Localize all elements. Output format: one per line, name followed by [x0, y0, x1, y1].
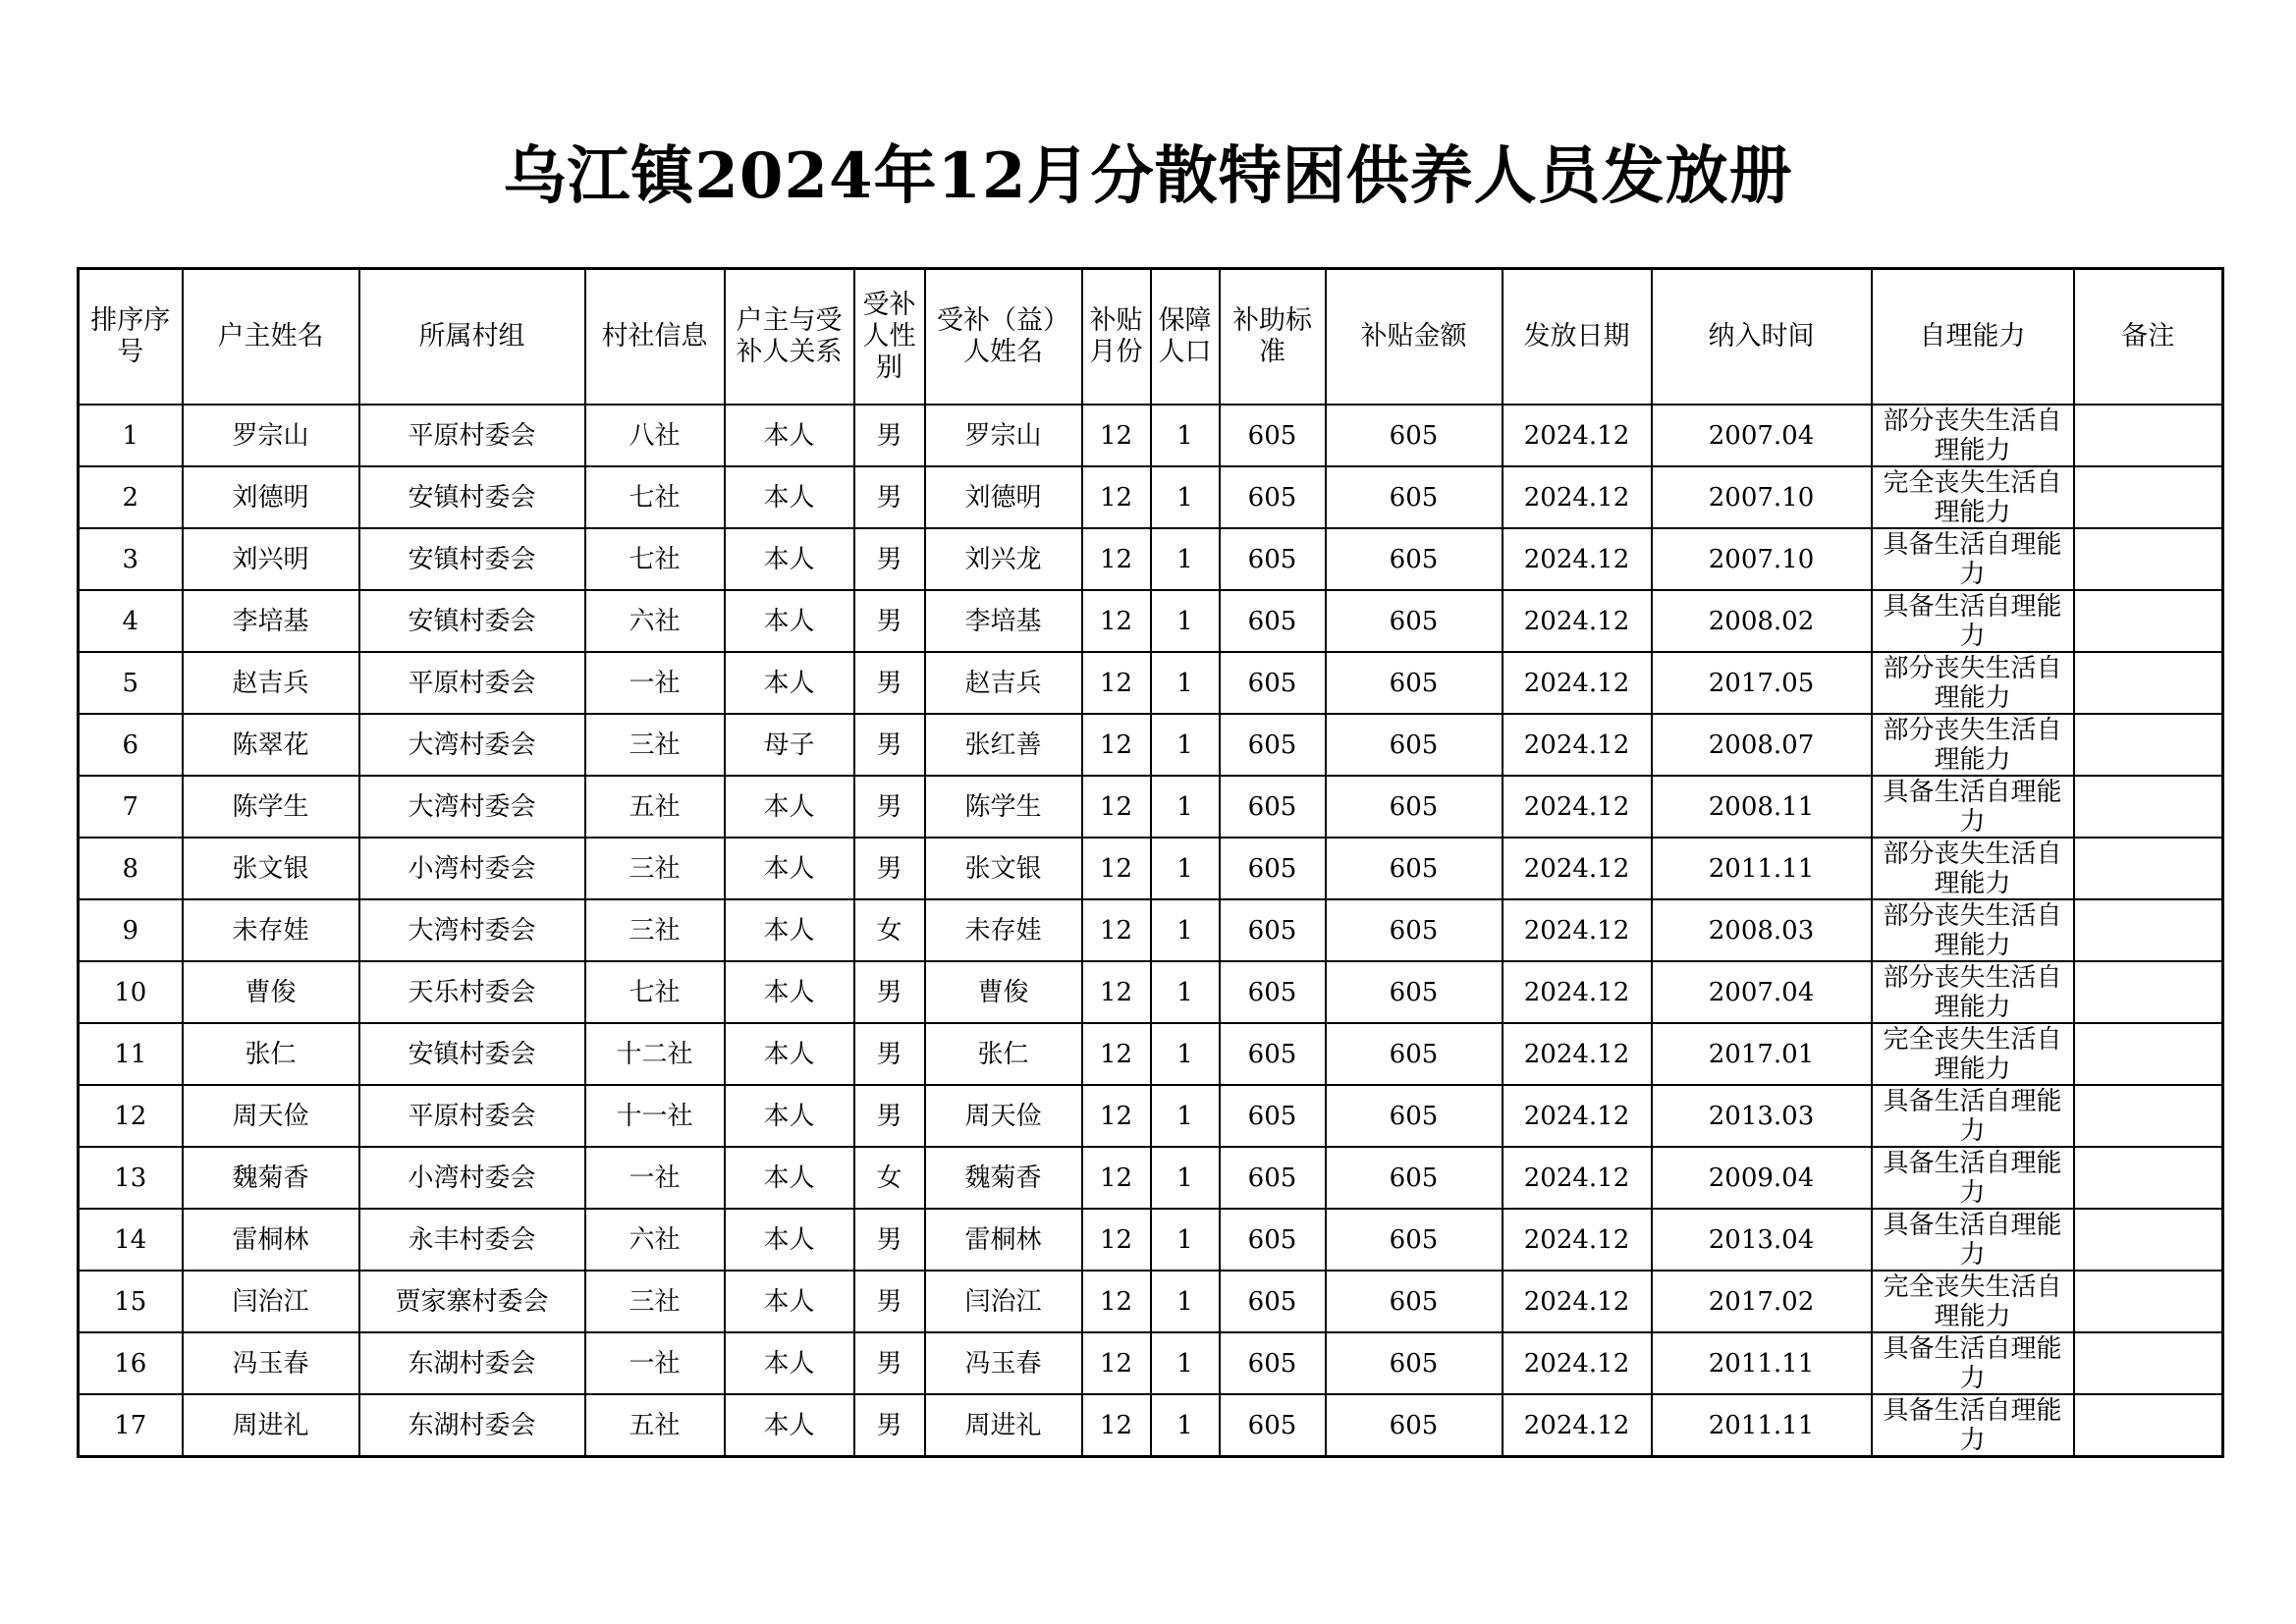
cell-group: 六社: [585, 590, 725, 652]
cell-village: 东湖村委会: [359, 1394, 585, 1457]
cell-pay-date: 2024.12: [1503, 528, 1652, 590]
cell-ability: 具备生活自理能力: [1872, 1085, 2074, 1147]
cell-month: 12: [1082, 528, 1151, 590]
cell-head: 未存娃: [183, 899, 359, 961]
cell-gender: 男: [854, 1394, 925, 1457]
col-header-amount: 补贴金额: [1326, 269, 1503, 406]
cell-amount: 605: [1326, 528, 1503, 590]
cell-gender: 女: [854, 899, 925, 961]
cell-recipient: 周进礼: [925, 1394, 1082, 1457]
cell-amount: 605: [1326, 961, 1503, 1023]
cell-persons: 1: [1151, 1271, 1220, 1332]
cell-standard: 605: [1220, 1147, 1326, 1209]
cell-persons: 1: [1151, 1394, 1220, 1457]
cell-pay-date: 2024.12: [1503, 776, 1652, 838]
cell-join-date: 2008.02: [1652, 590, 1872, 652]
cell-persons: 1: [1151, 899, 1220, 961]
cell-month: 12: [1082, 776, 1151, 838]
col-header-remark: 备注: [2074, 269, 2223, 406]
table-row: [79, 714, 2223, 776]
cell-month: 12: [1082, 1271, 1151, 1332]
cell-no: 13: [79, 1147, 183, 1209]
table-row: [79, 961, 2223, 1023]
col-header-standard: 补助标准: [1220, 269, 1326, 406]
col-header-recipient: 受补（益）人姓名: [925, 269, 1082, 406]
cell-recipient: 刘德明: [925, 466, 1082, 528]
cell-gender: 男: [854, 1332, 925, 1394]
cell-head: 张仁: [183, 1023, 359, 1085]
cell-no: 14: [79, 1209, 183, 1271]
cell-standard: 605: [1220, 1085, 1326, 1147]
cell-no: 3: [79, 528, 183, 590]
cell-no: 4: [79, 590, 183, 652]
cell-amount: 605: [1326, 1209, 1503, 1271]
cell-head: 刘德明: [183, 466, 359, 528]
cell-gender: 男: [854, 1023, 925, 1085]
cell-village: 大湾村委会: [359, 776, 585, 838]
cell-no: 8: [79, 838, 183, 899]
cell-amount: 605: [1326, 714, 1503, 776]
cell-relation: 本人: [725, 838, 854, 899]
cell-village: 安镇村委会: [359, 590, 585, 652]
cell-remark: [2074, 405, 2223, 466]
cell-gender: 女: [854, 1147, 925, 1209]
cell-no: 11: [79, 1023, 183, 1085]
cell-no: 1: [79, 405, 183, 466]
cell-amount: 605: [1326, 1332, 1503, 1394]
cell-remark: [2074, 1271, 2223, 1332]
col-header-persons: 保障人口: [1151, 269, 1220, 406]
cell-recipient: 李培基: [925, 590, 1082, 652]
cell-standard: 605: [1220, 1332, 1326, 1394]
cell-amount: 605: [1326, 405, 1503, 466]
cell-amount: 605: [1326, 1023, 1503, 1085]
cell-relation: 本人: [725, 1023, 854, 1085]
col-header-group: 村社信息: [585, 269, 725, 406]
cell-head: 张文银: [183, 838, 359, 899]
col-header-pay-date: 发放日期: [1503, 269, 1652, 406]
cell-standard: 605: [1220, 1023, 1326, 1085]
cell-group: 三社: [585, 899, 725, 961]
cell-no: 9: [79, 899, 183, 961]
cell-village: 平原村委会: [359, 652, 585, 714]
cell-standard: 605: [1220, 1394, 1326, 1457]
cell-group: 八社: [585, 405, 725, 466]
table-row: [79, 838, 2223, 899]
cell-month: 12: [1082, 590, 1151, 652]
cell-standard: 605: [1220, 405, 1326, 466]
cell-recipient: 张仁: [925, 1023, 1082, 1085]
cell-remark: [2074, 899, 2223, 961]
table-row: [79, 1394, 2223, 1457]
cell-recipient: 魏菊香: [925, 1147, 1082, 1209]
cell-remark: [2074, 466, 2223, 528]
cell-relation: 本人: [725, 1271, 854, 1332]
cell-month: 12: [1082, 466, 1151, 528]
cell-group: 六社: [585, 1209, 725, 1271]
cell-remark: [2074, 838, 2223, 899]
cell-gender: 男: [854, 1209, 925, 1271]
cell-no: 2: [79, 466, 183, 528]
cell-head: 魏菊香: [183, 1147, 359, 1209]
cell-gender: 男: [854, 466, 925, 528]
cell-gender: 男: [854, 838, 925, 899]
cell-relation: 本人: [725, 1394, 854, 1457]
cell-remark: [2074, 1394, 2223, 1457]
cell-relation: 本人: [725, 405, 854, 466]
cell-group: 七社: [585, 961, 725, 1023]
cell-village: 贾家寨村委会: [359, 1271, 585, 1332]
cell-month: 12: [1082, 405, 1151, 466]
cell-group: 五社: [585, 1394, 725, 1457]
col-header-relation: 户主与受补人关系: [725, 269, 854, 406]
cell-month: 12: [1082, 1147, 1151, 1209]
cell-recipient: 曹俊: [925, 961, 1082, 1023]
cell-village: 平原村委会: [359, 405, 585, 466]
cell-amount: 605: [1326, 1147, 1503, 1209]
cell-remark: [2074, 1085, 2223, 1147]
cell-head: 赵吉兵: [183, 652, 359, 714]
cell-pay-date: 2024.12: [1503, 590, 1652, 652]
cell-recipient: 陈学生: [925, 776, 1082, 838]
cell-persons: 1: [1151, 1147, 1220, 1209]
cell-ability: 完全丧失生活自理能力: [1872, 466, 2074, 528]
cell-recipient: 刘兴龙: [925, 528, 1082, 590]
cell-month: 12: [1082, 838, 1151, 899]
cell-village: 大湾村委会: [359, 899, 585, 961]
table-row: [79, 1147, 2223, 1209]
cell-join-date: 2013.03: [1652, 1085, 1872, 1147]
cell-standard: 605: [1220, 1271, 1326, 1332]
cell-month: 12: [1082, 714, 1151, 776]
cell-village: 小湾村委会: [359, 1147, 585, 1209]
cell-recipient: 闫治江: [925, 1271, 1082, 1332]
cell-pay-date: 2024.12: [1503, 838, 1652, 899]
cell-pay-date: 2024.12: [1503, 1023, 1652, 1085]
cell-village: 安镇村委会: [359, 1023, 585, 1085]
cell-ability: 具备生活自理能力: [1872, 1332, 2074, 1394]
cell-pay-date: 2024.12: [1503, 1085, 1652, 1147]
cell-month: 12: [1082, 961, 1151, 1023]
cell-month: 12: [1082, 1209, 1151, 1271]
cell-join-date: 2007.10: [1652, 528, 1872, 590]
cell-group: 七社: [585, 466, 725, 528]
table-row: [79, 1085, 2223, 1147]
cell-persons: 1: [1151, 466, 1220, 528]
cell-relation: 本人: [725, 590, 854, 652]
cell-no: 17: [79, 1394, 183, 1457]
cell-ability: 具备生活自理能力: [1872, 1209, 2074, 1271]
cell-month: 12: [1082, 652, 1151, 714]
cell-join-date: 2011.11: [1652, 838, 1872, 899]
table-row: [79, 1023, 2223, 1085]
cell-persons: 1: [1151, 1332, 1220, 1394]
cell-ability: 部分丧失生活自理能力: [1872, 899, 2074, 961]
cell-pay-date: 2024.12: [1503, 1209, 1652, 1271]
cell-ability: 具备生活自理能力: [1872, 1147, 2074, 1209]
cell-pay-date: 2024.12: [1503, 1394, 1652, 1457]
cell-pay-date: 2024.12: [1503, 405, 1652, 466]
page-title: 乌江镇2024年12月分散特困供养人员发放册: [503, 139, 1793, 213]
cell-relation: 母子: [725, 714, 854, 776]
cell-group: 一社: [585, 652, 725, 714]
cell-head: 李培基: [183, 590, 359, 652]
cell-gender: 男: [854, 590, 925, 652]
header-row: [79, 269, 2223, 406]
roster-table: [77, 267, 2224, 1458]
cell-relation: 本人: [725, 1085, 854, 1147]
cell-standard: 605: [1220, 838, 1326, 899]
table-row: [79, 590, 2223, 652]
col-header-month: 补贴月份: [1082, 269, 1151, 406]
cell-gender: 男: [854, 528, 925, 590]
cell-head: 周天俭: [183, 1085, 359, 1147]
cell-relation: 本人: [725, 1147, 854, 1209]
cell-amount: 605: [1326, 1271, 1503, 1332]
cell-persons: 1: [1151, 714, 1220, 776]
cell-remark: [2074, 961, 2223, 1023]
cell-gender: 男: [854, 961, 925, 1023]
col-header-gender: 受补人性别: [854, 269, 925, 406]
cell-recipient: 罗宗山: [925, 405, 1082, 466]
cell-village: 永丰村委会: [359, 1209, 585, 1271]
cell-persons: 1: [1151, 1209, 1220, 1271]
cell-remark: [2074, 1209, 2223, 1271]
cell-no: 12: [79, 1085, 183, 1147]
cell-standard: 605: [1220, 714, 1326, 776]
cell-head: 罗宗山: [183, 405, 359, 466]
cell-recipient: 雷桐林: [925, 1209, 1082, 1271]
cell-recipient: 张红善: [925, 714, 1082, 776]
cell-village: 大湾村委会: [359, 714, 585, 776]
cell-amount: 605: [1326, 1085, 1503, 1147]
cell-head: 曹俊: [183, 961, 359, 1023]
cell-persons: 1: [1151, 652, 1220, 714]
cell-recipient: 赵吉兵: [925, 652, 1082, 714]
cell-gender: 男: [854, 1085, 925, 1147]
cell-ability: 具备生活自理能力: [1872, 590, 2074, 652]
cell-relation: 本人: [725, 466, 854, 528]
cell-ability: 部分丧失生活自理能力: [1872, 838, 2074, 899]
cell-ability: 部分丧失生活自理能力: [1872, 405, 2074, 466]
cell-standard: 605: [1220, 466, 1326, 528]
cell-join-date: 2007.04: [1652, 405, 1872, 466]
cell-no: 6: [79, 714, 183, 776]
cell-month: 12: [1082, 899, 1151, 961]
cell-head: 周进礼: [183, 1394, 359, 1457]
cell-ability: 完全丧失生活自理能力: [1872, 1023, 2074, 1085]
table-row: [79, 652, 2223, 714]
cell-remark: [2074, 1023, 2223, 1085]
cell-group: 三社: [585, 714, 725, 776]
cell-amount: 605: [1326, 899, 1503, 961]
cell-relation: 本人: [725, 961, 854, 1023]
table-row: [79, 528, 2223, 590]
cell-group: 十二社: [585, 1023, 725, 1085]
cell-pay-date: 2024.12: [1503, 961, 1652, 1023]
cell-join-date: 2008.03: [1652, 899, 1872, 961]
cell-recipient: 未存娃: [925, 899, 1082, 961]
cell-join-date: 2017.01: [1652, 1023, 1872, 1085]
cell-recipient: 冯玉春: [925, 1332, 1082, 1394]
cell-relation: 本人: [725, 1209, 854, 1271]
cell-amount: 605: [1326, 466, 1503, 528]
cell-relation: 本人: [725, 776, 854, 838]
cell-head: 刘兴明: [183, 528, 359, 590]
cell-gender: 男: [854, 405, 925, 466]
cell-village: 小湾村委会: [359, 838, 585, 899]
cell-month: 12: [1082, 1023, 1151, 1085]
cell-amount: 605: [1326, 838, 1503, 899]
cell-head: 陈学生: [183, 776, 359, 838]
cell-pay-date: 2024.12: [1503, 714, 1652, 776]
cell-persons: 1: [1151, 961, 1220, 1023]
cell-ability: 具备生活自理能力: [1872, 528, 2074, 590]
cell-amount: 605: [1326, 652, 1503, 714]
cell-village: 安镇村委会: [359, 528, 585, 590]
table-row: [79, 1209, 2223, 1271]
cell-remark: [2074, 652, 2223, 714]
cell-join-date: 2008.07: [1652, 714, 1872, 776]
cell-persons: 1: [1151, 1023, 1220, 1085]
cell-recipient: 周天俭: [925, 1085, 1082, 1147]
cell-no: 5: [79, 652, 183, 714]
table-row: [79, 405, 2223, 466]
cell-pay-date: 2024.12: [1503, 899, 1652, 961]
cell-remark: [2074, 1147, 2223, 1209]
cell-village: 东湖村委会: [359, 1332, 585, 1394]
cell-pay-date: 2024.12: [1503, 652, 1652, 714]
cell-head: 雷桐林: [183, 1209, 359, 1271]
cell-no: 7: [79, 776, 183, 838]
cell-remark: [2074, 528, 2223, 590]
cell-persons: 1: [1151, 528, 1220, 590]
cell-join-date: 2007.04: [1652, 961, 1872, 1023]
cell-recipient: 张文银: [925, 838, 1082, 899]
cell-ability: 部分丧失生活自理能力: [1872, 714, 2074, 776]
cell-remark: [2074, 590, 2223, 652]
cell-standard: 605: [1220, 1209, 1326, 1271]
cell-group: 三社: [585, 838, 725, 899]
cell-amount: 605: [1326, 1394, 1503, 1457]
cell-persons: 1: [1151, 838, 1220, 899]
cell-relation: 本人: [725, 899, 854, 961]
cell-gender: 男: [854, 1271, 925, 1332]
cell-pay-date: 2024.12: [1503, 1271, 1652, 1332]
cell-month: 12: [1082, 1085, 1151, 1147]
cell-standard: 605: [1220, 528, 1326, 590]
table-row: [79, 776, 2223, 838]
cell-join-date: 2013.04: [1652, 1209, 1872, 1271]
cell-join-date: 2017.02: [1652, 1271, 1872, 1332]
cell-no: 10: [79, 961, 183, 1023]
cell-group: 七社: [585, 528, 725, 590]
cell-pay-date: 2024.12: [1503, 466, 1652, 528]
cell-village: 平原村委会: [359, 1085, 585, 1147]
cell-standard: 605: [1220, 652, 1326, 714]
cell-join-date: 2007.10: [1652, 466, 1872, 528]
table-row: [79, 899, 2223, 961]
col-header-no: 排序序号: [79, 269, 183, 406]
cell-group: 十一社: [585, 1085, 725, 1147]
cell-village: 安镇村委会: [359, 466, 585, 528]
cell-pay-date: 2024.12: [1503, 1147, 1652, 1209]
cell-remark: [2074, 714, 2223, 776]
cell-ability: 部分丧失生活自理能力: [1872, 961, 2074, 1023]
col-header-join-date: 纳入时间: [1652, 269, 1872, 406]
table-row: [79, 1271, 2223, 1332]
cell-relation: 本人: [725, 1332, 854, 1394]
cell-village: 天乐村委会: [359, 961, 585, 1023]
cell-join-date: 2009.04: [1652, 1147, 1872, 1209]
col-header-ability: 自理能力: [1872, 269, 2074, 406]
cell-gender: 男: [854, 714, 925, 776]
cell-persons: 1: [1151, 405, 1220, 466]
cell-pay-date: 2024.12: [1503, 1332, 1652, 1394]
cell-head: 冯玉春: [183, 1332, 359, 1394]
cell-head: 闫治江: [183, 1271, 359, 1332]
table-row: [79, 466, 2223, 528]
cell-standard: 605: [1220, 590, 1326, 652]
cell-head: 陈翠花: [183, 714, 359, 776]
cell-join-date: 2017.05: [1652, 652, 1872, 714]
table-row: [79, 1332, 2223, 1394]
cell-join-date: 2011.11: [1652, 1394, 1872, 1457]
cell-join-date: 2008.11: [1652, 776, 1872, 838]
cell-ability: 部分丧失生活自理能力: [1872, 652, 2074, 714]
cell-remark: [2074, 1332, 2223, 1394]
cell-ability: 具备生活自理能力: [1872, 776, 2074, 838]
cell-persons: 1: [1151, 776, 1220, 838]
cell-persons: 1: [1151, 590, 1220, 652]
roster-body: [79, 405, 2223, 1457]
cell-month: 12: [1082, 1394, 1151, 1457]
cell-relation: 本人: [725, 652, 854, 714]
cell-persons: 1: [1151, 1085, 1220, 1147]
cell-join-date: 2011.11: [1652, 1332, 1872, 1394]
cell-ability: 具备生活自理能力: [1872, 1394, 2074, 1457]
cell-amount: 605: [1326, 776, 1503, 838]
cell-group: 五社: [585, 776, 725, 838]
cell-group: 一社: [585, 1147, 725, 1209]
cell-gender: 男: [854, 652, 925, 714]
cell-relation: 本人: [725, 528, 854, 590]
col-header-village: 所属村组: [359, 269, 585, 406]
cell-standard: 605: [1220, 776, 1326, 838]
cell-amount: 605: [1326, 590, 1503, 652]
cell-standard: 605: [1220, 899, 1326, 961]
cell-gender: 男: [854, 776, 925, 838]
cell-group: 一社: [585, 1332, 725, 1394]
cell-month: 12: [1082, 1332, 1151, 1394]
cell-no: 16: [79, 1332, 183, 1394]
col-header-head: 户主姓名: [183, 269, 359, 406]
cell-remark: [2074, 776, 2223, 838]
cell-ability: 完全丧失生活自理能力: [1872, 1271, 2074, 1332]
cell-no: 15: [79, 1271, 183, 1332]
cell-standard: 605: [1220, 961, 1326, 1023]
cell-group: 三社: [585, 1271, 725, 1332]
